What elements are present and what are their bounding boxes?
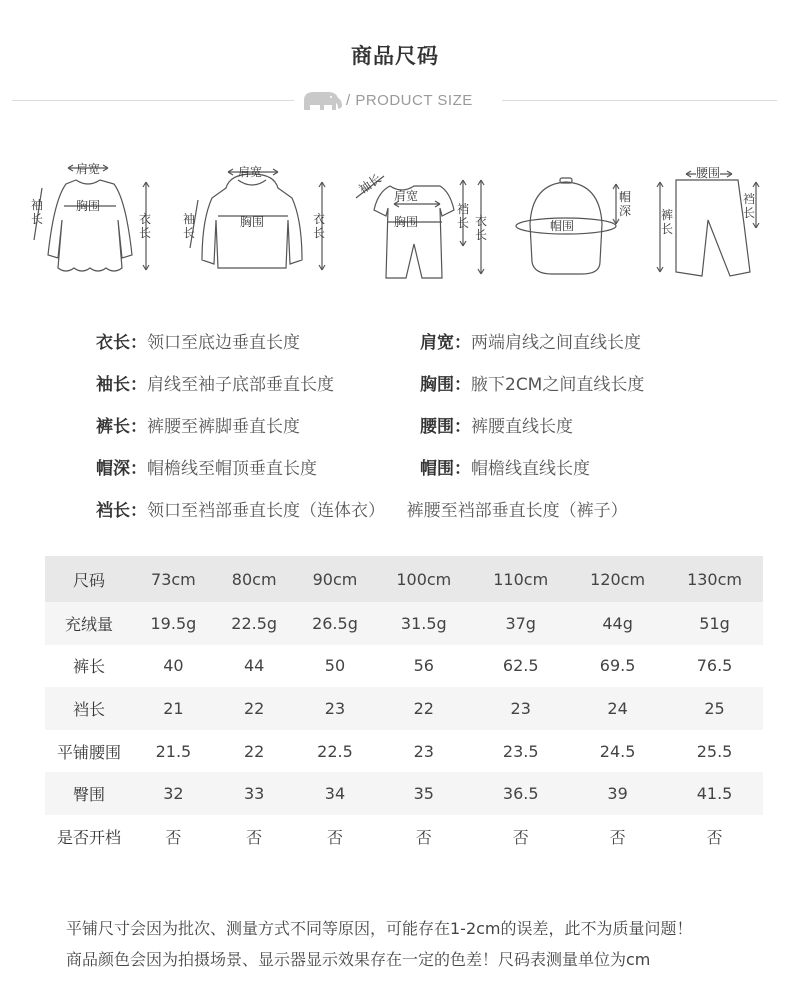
jacket-diagram <box>180 160 330 285</box>
table-header-cell: 73cm <box>151 569 196 589</box>
def-key: 裤长： <box>96 417 147 437</box>
table-cell: 51g <box>699 613 730 633</box>
table-cell: 否 <box>609 827 626 847</box>
hat-crown-label: 帽围 <box>550 219 575 233</box>
romper-sleeve-label: 袖长 <box>356 171 384 197</box>
def-pants-length <box>96 412 300 437</box>
table-cell: 23 <box>413 741 434 761</box>
def-text: 裤腰直线长度 <box>471 417 573 437</box>
table-cell: 25 <box>704 698 725 718</box>
table-cell: 50 <box>324 656 346 676</box>
def-chest <box>420 370 644 395</box>
table-cell: 36.5 <box>502 784 539 804</box>
table-row-label: 充绒量 <box>64 614 113 634</box>
table-cell: 34 <box>324 784 346 804</box>
pants-waist-label: 腰围 <box>696 166 721 180</box>
table-cell: 19.5g <box>150 613 197 633</box>
table-cell: 25.5 <box>696 741 733 761</box>
romper-shoulder-label: 肩宽 <box>394 189 419 203</box>
def-text: 肩线至袖子底部垂直长度 <box>147 375 334 395</box>
table-cell: 22 <box>243 698 265 718</box>
def-key: 帽深： <box>96 459 147 479</box>
jacket-sleeve-label: 袖长 <box>182 212 195 240</box>
table-header-cell: 90cm <box>312 569 358 589</box>
def-text: 帽檐线至帽顶垂直长度 <box>147 459 317 479</box>
jacket-shoulder-label: 肩宽 <box>238 165 263 179</box>
pants-diagram <box>652 160 772 285</box>
table-row <box>45 687 763 730</box>
table-cell: 26.5g <box>312 613 358 633</box>
hat-outline-icon <box>512 170 642 285</box>
def-key: 裆长： <box>96 501 147 521</box>
dress-diagram <box>28 160 168 285</box>
table-cell: 56 <box>413 656 434 676</box>
table-row <box>45 602 763 645</box>
table-cell: 33 <box>243 784 265 804</box>
table-header-cell: 100cm <box>396 569 452 589</box>
note-color-difference: 商品颜色会因为拍摄场景、显示器显示效果存在一定的色差！尺码表测量单位为cm <box>66 950 651 969</box>
elephant-icon <box>298 88 344 114</box>
table-header-row <box>45 556 763 602</box>
table-header-cell: 130cm <box>687 569 742 589</box>
def-text: 腋下2CM之间直线长度 <box>471 375 645 395</box>
table-row <box>45 815 763 858</box>
table-cell: 40 <box>163 656 184 676</box>
table-cell: 否 <box>246 827 263 847</box>
table-cell: 22 <box>243 741 265 761</box>
def-text: 两端肩线之间直线长度 <box>471 333 641 353</box>
romper-diagram <box>350 170 500 285</box>
size-table <box>45 556 763 858</box>
table-row-label: 裤长 <box>72 657 105 677</box>
table-header-cell: 120cm <box>590 569 646 589</box>
pants-length-label: 裤长 <box>660 208 673 236</box>
table-cell: 否 <box>165 827 182 847</box>
romper-chest-label: 胸围 <box>394 215 419 229</box>
hat-depth-label: 帽深 <box>618 190 631 218</box>
def-key: 帽围： <box>420 459 471 479</box>
def-text: 帽檐线直线长度 <box>471 459 590 479</box>
def-shoulder <box>420 328 641 353</box>
romper-length-label: 衣长 <box>474 214 487 242</box>
table-cell: 69.5 <box>599 656 636 676</box>
table-row <box>45 772 763 815</box>
table-cell: 23.5 <box>502 741 539 761</box>
table-cell: 否 <box>512 827 529 847</box>
def-waist <box>420 412 573 437</box>
def-key: 胸围： <box>420 375 471 395</box>
table-cell: 62.5 <box>502 656 539 676</box>
dress-length-label: 衣长 <box>138 212 151 240</box>
dress-shoulder-label: 肩宽 <box>76 162 101 176</box>
pants-crotch-label: 裆长 <box>742 192 755 220</box>
def-key: 肩宽： <box>420 333 471 353</box>
table-row-label: 裆长 <box>72 699 105 719</box>
divider-left <box>12 100 294 101</box>
table-cell: 76.5 <box>696 656 733 676</box>
table-cell: 39 <box>607 784 628 804</box>
table-cell: 22.5 <box>317 741 353 761</box>
table-cell: 32 <box>163 784 184 804</box>
def-text: 裤腰至裤脚垂直长度 <box>147 417 300 437</box>
def-hat-depth <box>96 454 317 479</box>
hat-diagram <box>512 170 642 285</box>
def-text: 领口至底边垂直长度 <box>147 333 300 353</box>
jacket-length-label: 衣长 <box>312 212 325 240</box>
table-cell: 37g <box>505 613 536 633</box>
table-cell: 23 <box>324 698 346 718</box>
table-cell: 22 <box>413 698 434 718</box>
table-row-label: 平铺腰围 <box>56 742 121 762</box>
note-measurement-error: 平铺尺寸会因为批次、测量方式不同等原因，可能存在1-2cm的误差，此不为质量问题！ <box>66 919 693 938</box>
table-cell: 21.5 <box>155 741 192 761</box>
page-subtitle: / PRODUCT SIZE <box>346 92 473 109</box>
dress-chest-label: 胸围 <box>76 199 101 213</box>
table-cell: 44 <box>243 656 265 676</box>
table-header-cell: 80cm <box>231 569 277 589</box>
table-header-cell: 110cm <box>493 569 549 589</box>
table-cell: 否 <box>326 827 343 847</box>
table-cell: 21 <box>163 698 184 718</box>
def-key: 腰围： <box>420 417 471 437</box>
table-cell: 22.5g <box>231 613 278 633</box>
page-title: 商品尺码 <box>351 44 439 68</box>
table-row-label: 是否开档 <box>56 827 121 847</box>
table-cell: 24 <box>607 698 628 718</box>
dress-sleeve-label: 袖长 <box>30 198 43 226</box>
def-key: 袖长： <box>96 375 147 395</box>
def-key: 衣长： <box>96 333 147 353</box>
table-cell: 23 <box>510 698 531 718</box>
table-row <box>45 730 763 773</box>
table-cell: 否 <box>415 827 432 847</box>
table-cell: 24.5 <box>599 741 636 761</box>
table-row <box>45 645 763 688</box>
def-hat-crown <box>420 454 590 479</box>
jacket-chest-label: 胸围 <box>240 215 265 229</box>
def-length <box>96 328 300 353</box>
table-cell: 否 <box>706 827 723 847</box>
divider-right <box>502 100 777 101</box>
table-row-label: 臀围 <box>72 785 105 805</box>
def-text: 领口至裆部垂直长度（连体衣） 裤腰至裆部垂直长度（裤子） <box>147 501 628 521</box>
table-cell: 44g <box>602 613 633 633</box>
table-header-cell: 尺码 <box>72 570 105 590</box>
table-cell: 41.5 <box>696 784 733 804</box>
def-sleeve <box>96 370 334 395</box>
def-crotch <box>96 496 628 521</box>
table-cell: 31.5g <box>400 613 447 633</box>
romper-crotch-label: 裆长 <box>456 202 469 230</box>
table-cell: 35 <box>413 784 434 804</box>
